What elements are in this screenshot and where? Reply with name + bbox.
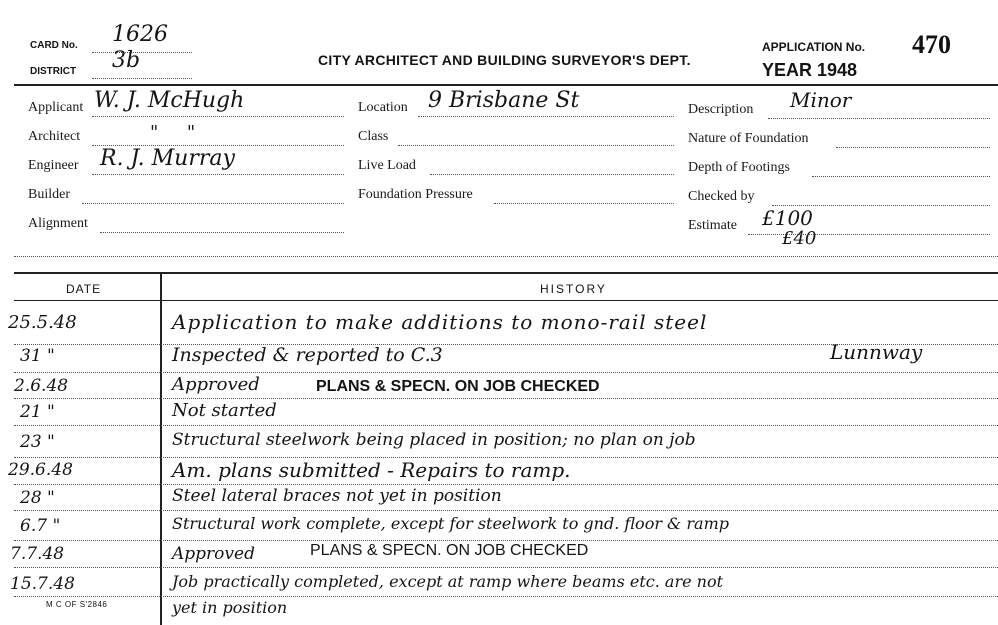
row-date: 6.7 ": [20, 516, 61, 536]
engineer-line: [92, 174, 344, 175]
history-header: HISTORY: [540, 282, 607, 296]
applicant-value: W. J. McHugh: [94, 88, 245, 113]
row-rule: [14, 596, 998, 597]
approval-stamp: PLANS & SPECN. ON JOB CHECKED: [310, 542, 589, 559]
builder-label: Builder: [28, 187, 70, 202]
row-date: 25.5.48: [8, 312, 77, 333]
row-history: Application to make additions to mono-rail steel: [172, 310, 708, 334]
district-value: 3b: [112, 48, 141, 73]
location-line: [418, 116, 674, 117]
row-history: Am. plans submitted - Repairs to ramp.: [172, 458, 571, 482]
row-history: Steel lateral braces not yet in position: [172, 486, 502, 506]
estimate-label: Estimate: [688, 218, 737, 233]
row-date: 15.7.48: [10, 574, 75, 594]
row-history: Inspected & reported to C.3: [172, 344, 443, 366]
form-code: M C OF S'2846: [46, 600, 108, 609]
department-title: CITY ARCHITECT AND BUILDING SURVEYOR'S DEPT.: [318, 52, 691, 68]
inspector-signature: Lunnway: [830, 340, 923, 364]
location-value: 9 Brisbane St: [428, 88, 580, 113]
live-load-label: Live Load: [358, 158, 416, 173]
row-history: Structural work complete, except for steelwork to gnd. floor & ramp: [172, 514, 729, 533]
estimate-line: [748, 234, 990, 235]
date-header: DATE: [66, 282, 102, 296]
row-date: 23 ": [20, 432, 55, 452]
row-date: 31 ": [20, 346, 55, 366]
card-no-label: CARD No.: [30, 40, 78, 51]
fields-bottom-dots: [14, 256, 998, 257]
engineer-value: R. J. Murray: [100, 146, 235, 171]
approval-stamp: PLANS & SPECN. ON JOB CHECKED: [316, 378, 600, 395]
applicant-line: [92, 116, 344, 117]
location-label: Location: [358, 100, 408, 115]
row-rule: [14, 484, 998, 485]
alignment-line: [100, 232, 344, 233]
row-history-continued: yet in position: [172, 598, 288, 617]
row-history: Structural steelwork being placed in position; no plan on job: [172, 430, 696, 450]
card-no-value: 1626: [112, 22, 168, 47]
nature-line: [836, 147, 990, 148]
row-date: 21 ": [20, 402, 55, 422]
application-number: 470: [912, 30, 951, 59]
row-rule: [14, 510, 998, 511]
row-history: Approved: [172, 374, 260, 395]
foundation-pressure-line: [494, 203, 674, 204]
builder-line: [82, 203, 344, 204]
row-rule: [14, 425, 998, 426]
class-label: Class: [358, 129, 389, 144]
row-date: 29.6.48: [8, 460, 73, 480]
architect-value: " ": [150, 122, 196, 143]
depth-line: [812, 176, 990, 177]
row-date: 28 ": [20, 488, 55, 508]
depth-of-footings-label: Depth of Footings: [688, 160, 790, 175]
engineer-label: Engineer: [28, 158, 79, 173]
row-history: Approved: [172, 544, 255, 564]
foundation-pressure-label: Foundation Pressure: [358, 187, 473, 202]
year-label: YEAR 1948: [762, 60, 858, 80]
estimate-value-2: £40: [782, 228, 817, 249]
row-date: 2.6.48: [14, 376, 69, 396]
estimate-value-1: £100: [762, 206, 813, 230]
architect-label: Architect: [28, 129, 81, 144]
header-rule: [14, 84, 998, 86]
description-value: Minor: [790, 88, 852, 112]
district-label: DISTRICT: [30, 66, 77, 77]
district-line: [92, 78, 192, 79]
row-history: Not started: [172, 400, 277, 421]
description-label: Description: [688, 102, 754, 117]
row-date: 7.7.48: [10, 544, 65, 564]
alignment-label: Alignment: [28, 216, 88, 231]
checked-by-label: Checked by: [688, 189, 755, 204]
applicant-label: Applicant: [28, 100, 84, 115]
row-rule: [14, 567, 998, 568]
row-rule: [14, 398, 998, 399]
application-label: APPLICATION No.: [762, 40, 866, 54]
row-rule: [14, 540, 998, 541]
row-rule: [14, 372, 998, 373]
card-no-line: [92, 52, 192, 53]
column-divider: [160, 272, 162, 625]
class-line: [398, 145, 674, 146]
live-load-line: [430, 174, 674, 175]
description-line: [768, 118, 990, 119]
row-history: Job practically completed, except at ramp where beams etc. are not: [172, 572, 724, 591]
nature-of-foundation-label: Nature of Foundation: [688, 131, 809, 146]
